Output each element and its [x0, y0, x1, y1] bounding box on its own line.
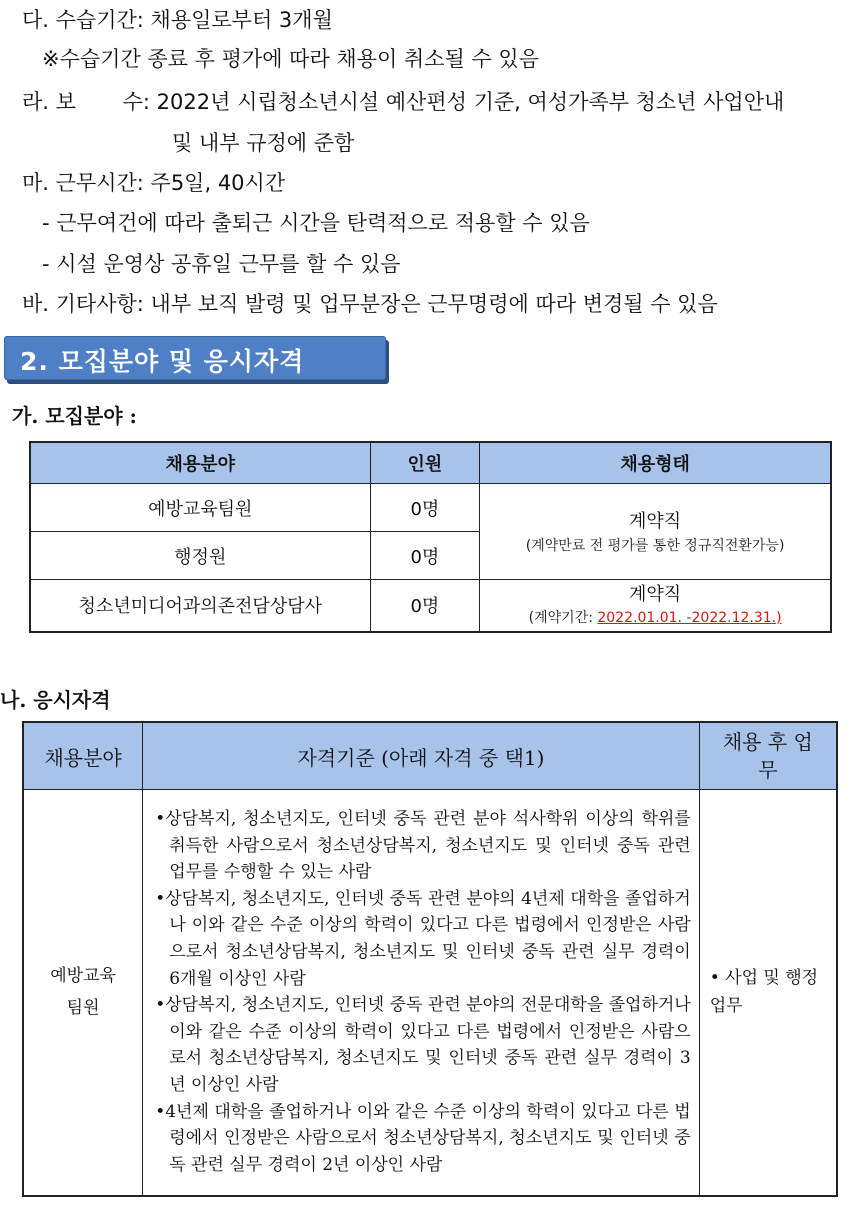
recruit-count: 0명 [370, 484, 480, 532]
contract-period [481, 607, 829, 627]
recruit-header-row [30, 442, 831, 484]
col-header-duty: 채용 후 업무 [699, 722, 837, 790]
recruit-count: 0명 [370, 532, 480, 580]
recruit-table [29, 441, 832, 633]
recruit-type-contract-term [480, 580, 831, 632]
criteria-item: •상담복지, 청소년지도, 인터넷 중독 관련 분야의 전문대학을 졸업하거나 이와 같은 수준 이상의 학력이 있다고 다른 법령에서 인정받은 사람으로서 청소년상담복지, 청소년지도 및 인터넷 중독 관련 실무 경력이 3년 이상인 사람 [155, 995, 691, 1096]
recruit-heading: 가. 모집분야 : [12, 404, 137, 428]
recruit-type-contract [480, 484, 831, 580]
pay-line-1: 라. 보 수: 2022년 시립청소년시설 예산편성 기준, 여성가족부 청소년 사업안내 [22, 90, 785, 114]
table-row [30, 580, 831, 632]
type-label: 계약직 [629, 510, 682, 532]
work-hours: 마. 근무시간: 주5일, 40시간 [22, 171, 286, 195]
training-note: ※수습기간 종료 후 평가에 따라 채용이 취소될 수 있음 [42, 47, 540, 71]
recruit-field: 청소년미디어과의존전담상담사 [30, 580, 370, 632]
field-line-2: 팀원 [66, 998, 100, 1019]
criteria-item: •4년제 대학을 졸업하거나 이와 같은 수준 이상의 학력이 있다고 다른 법령에서 인정받은 사람으로서 청소년상담복지, 청소년지도 및 인터넷 중독 관련 실무 경력이 2년 이상인 사람 [155, 1101, 691, 1175]
qualification-duty: • 사업 및 행정업무 [699, 790, 837, 1196]
col-header-criteria: 자격기준 (아래 자격 중 택1) [143, 722, 700, 790]
qualification-header-row [23, 722, 837, 790]
section-title-bar [4, 336, 386, 380]
work-hours-note-1: - 근무여건에 따라 출퇴근 시간을 탄력적으로 적용할 수 있음 [42, 211, 590, 235]
recruit-count: 0명 [370, 580, 480, 632]
pay-line-2: 및 내부 규정에 준함 [172, 131, 355, 155]
col-header-type: 채용형태 [480, 442, 831, 484]
col-header-field: 채용분야 [30, 442, 370, 484]
section-title: 2. 모집분야 및 응시자격 [20, 347, 305, 376]
work-hours-note-2: - 시설 운영상 공휴일 근무를 할 수 있음 [42, 252, 401, 276]
type-label: 계약직 [629, 584, 682, 606]
criteria-item: •상담복지, 청소년지도, 인터넷 중독 관련 분야의 4년제 대학을 졸업하거나 이와 같은 수준 이상의 학력이 있다고 다른 법령에서 인정받은 사람으로서 청소년상담복지, 청소년지도 및 인터넷 중독 관련 실무 경력이 6개월 이상인 사람 [155, 888, 691, 989]
recruit-field: 행정원 [30, 532, 370, 580]
recruit-field: 예방교육팀원 [30, 484, 370, 532]
col-header-field: 채용분야 [23, 722, 143, 790]
field-line-1: 예방교육 [50, 966, 116, 987]
qualification-criteria [143, 790, 700, 1196]
col-header-count: 인원 [370, 442, 480, 484]
table-row [30, 484, 831, 532]
etc-note: 바. 기타사항: 내부 보직 발령 및 업무분장은 근무명령에 따라 변경될 수 있음 [22, 292, 718, 316]
contract-period-prefix: (계약기간: [528, 610, 598, 627]
qualification-heading: 나. 응시자격 [0, 688, 111, 712]
criteria-item: •상담복지, 청소년지도, 인터넷 중독 관련 분야 석사학위 이상의 학위를 취득한 사람으로서 청소년상담복지, 청소년지도 및 인터넷 중독 관련 업무를 수행할 수 있는 사람 [155, 809, 691, 883]
contract-period-dates: 2022.01.01. -2022.12.31.) [597, 610, 782, 627]
training-period: 다. 수습기간: 채용일로부터 3개월 [22, 8, 333, 32]
type-note: (계약만료 전 평가를 통한 정규직전환가능) [525, 537, 785, 554]
table-row [23, 790, 837, 1196]
qualification-table [22, 721, 838, 1197]
qualification-field [23, 790, 143, 1196]
